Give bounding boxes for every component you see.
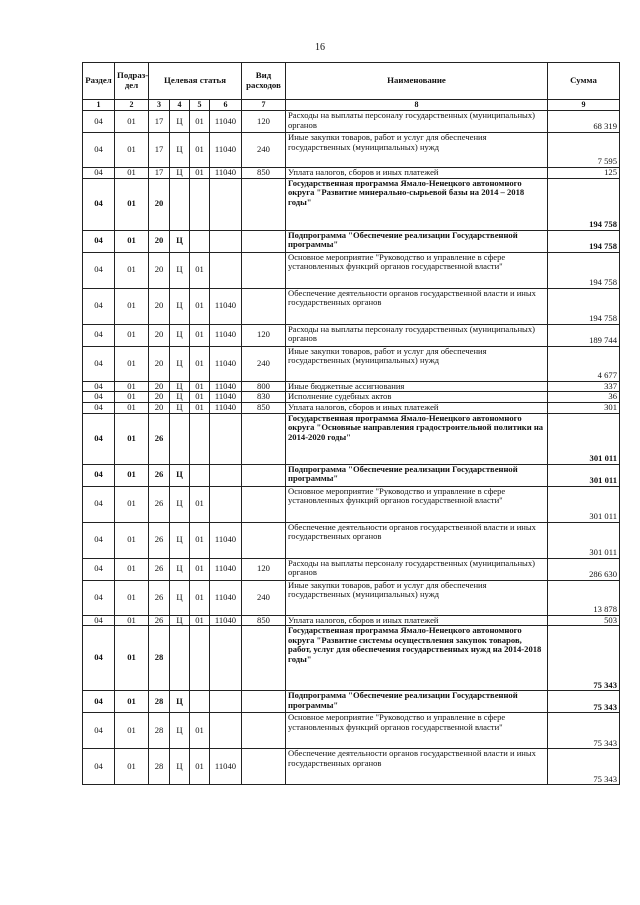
cell-razdel: 04 [83, 580, 115, 615]
cell-subprogram-code: Ц [170, 522, 190, 558]
cell-summa: 75 343 [548, 713, 620, 749]
cell-naimenovanie: Уплата налогов, сборов и иных платежей [286, 402, 548, 413]
cell-razdel: 04 [83, 346, 115, 381]
cell-direction-code: 11040 [210, 346, 242, 381]
cell-event-code: 01 [190, 749, 210, 785]
cell-subprogram-code: Ц [170, 324, 190, 346]
cell-program-code: 26 [149, 615, 170, 626]
table-row [83, 230, 620, 252]
table-row [83, 691, 620, 713]
cell-program-code: 26 [149, 558, 170, 580]
cell-event-code: 01 [190, 381, 210, 392]
cell-vid-raskhodov: 240 [242, 346, 286, 381]
cell-vid-raskhodov [242, 691, 286, 713]
cell-naimenovanie: Иные закупки товаров, работ и услуг для обеспечения государственных (муниципальных) нужд [286, 346, 548, 381]
table-row [83, 558, 620, 580]
cell-event-code: 01 [190, 111, 210, 133]
cell-razdel: 04 [83, 252, 115, 288]
cell-vid-raskhodov [242, 713, 286, 749]
cell-summa: 194 758 [548, 252, 620, 288]
cell-podrazdel: 01 [115, 178, 149, 230]
cell-razdel: 04 [83, 615, 115, 626]
cell-summa: 337 [548, 381, 620, 392]
cell-vid-raskhodov: 830 [242, 392, 286, 403]
cell-program-code: 26 [149, 413, 170, 464]
cell-podrazdel: 01 [115, 252, 149, 288]
column-number: 4 [170, 100, 190, 111]
cell-vid-raskhodov [242, 288, 286, 324]
cell-subprogram-code: Ц [170, 402, 190, 413]
column-number: 3 [149, 100, 170, 111]
cell-event-code [190, 464, 210, 486]
cell-vid-raskhodov [242, 178, 286, 230]
cell-program-code: 17 [149, 168, 170, 179]
cell-event-code [190, 626, 210, 691]
cell-summa: 7 595 [548, 133, 620, 168]
cell-subprogram-code: Ц [170, 749, 190, 785]
table-row [83, 464, 620, 486]
cell-direction-code [210, 230, 242, 252]
table-row [83, 168, 620, 179]
cell-event-code: 01 [190, 324, 210, 346]
cell-direction-code [210, 486, 242, 522]
cell-podrazdel: 01 [115, 111, 149, 133]
cell-razdel: 04 [83, 168, 115, 179]
cell-summa: 194 758 [548, 178, 620, 230]
cell-direction-code: 11040 [210, 402, 242, 413]
cell-razdel: 04 [83, 626, 115, 691]
cell-naimenovanie: Подпрограмма "Обеспечение реализации Государственной программы" [286, 464, 548, 486]
column-number: 5 [190, 100, 210, 111]
page-number: 16 [315, 42, 325, 53]
cell-podrazdel: 01 [115, 713, 149, 749]
cell-summa: 503 [548, 615, 620, 626]
cell-vid-raskhodov: 120 [242, 558, 286, 580]
table-row [83, 626, 620, 691]
cell-podrazdel: 01 [115, 392, 149, 403]
cell-summa: 68 319 [548, 111, 620, 133]
cell-naimenovanie: Государственная программа Ямало-Ненецкого автономного округа "Развитие системы осуществления закупок товаров, работ, услуг для обеспечения государственных нужд на 2014-2018 годы" [286, 626, 548, 691]
cell-subprogram-code: Ц [170, 288, 190, 324]
cell-razdel: 04 [83, 402, 115, 413]
cell-event-code [190, 413, 210, 464]
cell-razdel: 04 [83, 486, 115, 522]
cell-summa: 301 [548, 402, 620, 413]
header-razdel: Раздел [83, 63, 115, 100]
cell-event-code: 01 [190, 615, 210, 626]
table-row [83, 381, 620, 392]
column-number: 8 [286, 100, 548, 111]
cell-subprogram-code [170, 626, 190, 691]
cell-naimenovanie: Расходы на выплаты персоналу государственных (муниципальных) органов [286, 324, 548, 346]
cell-vid-raskhodov: 240 [242, 580, 286, 615]
cell-podrazdel: 01 [115, 133, 149, 168]
cell-naimenovanie: Подпрограмма "Обеспечение реализации Государственной программы" [286, 691, 548, 713]
table-body [83, 111, 620, 785]
table-row [83, 111, 620, 133]
cell-event-code: 01 [190, 522, 210, 558]
table-row [83, 522, 620, 558]
cell-razdel: 04 [83, 133, 115, 168]
cell-direction-code: 11040 [210, 168, 242, 179]
cell-subprogram-code: Ц [170, 713, 190, 749]
cell-program-code: 20 [149, 381, 170, 392]
cell-subprogram-code: Ц [170, 230, 190, 252]
cell-event-code [190, 178, 210, 230]
cell-subprogram-code: Ц [170, 486, 190, 522]
cell-razdel: 04 [83, 381, 115, 392]
cell-razdel: 04 [83, 464, 115, 486]
cell-direction-code: 11040 [210, 288, 242, 324]
cell-subprogram-code: Ц [170, 580, 190, 615]
cell-naimenovanie: Расходы на выплаты персоналу государственных (муниципальных) органов [286, 111, 548, 133]
cell-direction-code [210, 252, 242, 288]
cell-event-code: 01 [190, 558, 210, 580]
header-celevaya-statya: Целевая статья [149, 63, 242, 100]
cell-vid-raskhodov: 850 [242, 615, 286, 626]
cell-vid-raskhodov [242, 486, 286, 522]
table-row [83, 252, 620, 288]
cell-naimenovanie: Обеспечение деятельности органов государственной власти и иных государственных органов [286, 522, 548, 558]
cell-razdel: 04 [83, 324, 115, 346]
cell-naimenovanie: Основное мероприятие "Руководство и управление в сфере установленных функций органов государственной власти" [286, 252, 548, 288]
cell-event-code: 01 [190, 713, 210, 749]
cell-subprogram-code: Ц [170, 392, 190, 403]
cell-razdel: 04 [83, 522, 115, 558]
cell-direction-code: 11040 [210, 522, 242, 558]
cell-direction-code: 11040 [210, 133, 242, 168]
cell-vid-raskhodov: 120 [242, 324, 286, 346]
cell-razdel: 04 [83, 392, 115, 403]
cell-summa: 75 343 [548, 749, 620, 785]
cell-direction-code: 11040 [210, 749, 242, 785]
cell-razdel: 04 [83, 558, 115, 580]
cell-naimenovanie: Иные бюджетные ассигнования [286, 381, 548, 392]
cell-program-code: 20 [149, 178, 170, 230]
column-number: 7 [242, 100, 286, 111]
cell-vid-raskhodov [242, 464, 286, 486]
cell-razdel: 04 [83, 178, 115, 230]
cell-vid-raskhodov: 120 [242, 111, 286, 133]
cell-podrazdel: 01 [115, 288, 149, 324]
cell-subprogram-code [170, 413, 190, 464]
cell-event-code [190, 230, 210, 252]
cell-direction-code [210, 413, 242, 464]
cell-event-code: 01 [190, 288, 210, 324]
cell-summa: 75 343 [548, 691, 620, 713]
header-vid-raskhodov: Вид расходов [242, 63, 286, 100]
table-row [83, 133, 620, 168]
cell-naimenovanie: Расходы на выплаты персоналу государственных (муниципальных) органов [286, 558, 548, 580]
table-row [83, 749, 620, 785]
cell-razdel: 04 [83, 111, 115, 133]
cell-podrazdel: 01 [115, 402, 149, 413]
cell-program-code: 26 [149, 522, 170, 558]
cell-vid-raskhodov [242, 413, 286, 464]
column-number: 1 [83, 100, 115, 111]
cell-naimenovanie: Обеспечение деятельности органов государственной власти и иных государственных органов [286, 749, 548, 785]
cell-program-code: 17 [149, 133, 170, 168]
cell-summa: 75 343 [548, 626, 620, 691]
cell-event-code: 01 [190, 392, 210, 403]
column-number: 2 [115, 100, 149, 111]
header-summa: Сумма [548, 63, 620, 100]
column-number: 6 [210, 100, 242, 111]
cell-naimenovanie: Основное мероприятие "Руководство и управление в сфере установленных функций органов государственной власти" [286, 713, 548, 749]
cell-direction-code: 11040 [210, 324, 242, 346]
cell-event-code: 01 [190, 346, 210, 381]
cell-summa: 194 758 [548, 288, 620, 324]
cell-naimenovanie: Иные закупки товаров, работ и услуг для обеспечения государственных (муниципальных) нужд [286, 133, 548, 168]
cell-subprogram-code: Ц [170, 381, 190, 392]
cell-program-code: 20 [149, 392, 170, 403]
cell-program-code: 28 [149, 626, 170, 691]
table-row [83, 615, 620, 626]
cell-naimenovanie: Государственная программа Ямало-Ненецкого автономного округа "Основные направления градостроительной политики на 2014-2020 годы" [286, 413, 548, 464]
header-naimenovanie: Наименование [286, 63, 548, 100]
table-row [83, 178, 620, 230]
cell-summa: 4 677 [548, 346, 620, 381]
table-row [83, 413, 620, 464]
cell-summa: 286 630 [548, 558, 620, 580]
table-row [83, 486, 620, 522]
cell-subprogram-code: Ц [170, 558, 190, 580]
cell-podrazdel: 01 [115, 230, 149, 252]
cell-podrazdel: 01 [115, 749, 149, 785]
cell-podrazdel: 01 [115, 346, 149, 381]
table-row [83, 324, 620, 346]
cell-direction-code: 11040 [210, 580, 242, 615]
cell-podrazdel: 01 [115, 691, 149, 713]
cell-event-code: 01 [190, 133, 210, 168]
cell-podrazdel: 01 [115, 580, 149, 615]
cell-event-code: 01 [190, 402, 210, 413]
cell-program-code: 17 [149, 111, 170, 133]
cell-program-code: 28 [149, 749, 170, 785]
cell-subprogram-code: Ц [170, 111, 190, 133]
header-row [83, 63, 620, 100]
cell-program-code: 20 [149, 346, 170, 381]
cell-direction-code [210, 178, 242, 230]
table-row [83, 713, 620, 749]
cell-podrazdel: 01 [115, 324, 149, 346]
cell-program-code: 20 [149, 324, 170, 346]
cell-podrazdel: 01 [115, 626, 149, 691]
cell-podrazdel: 01 [115, 464, 149, 486]
cell-program-code: 20 [149, 230, 170, 252]
cell-subprogram-code: Ц [170, 252, 190, 288]
cell-direction-code: 11040 [210, 381, 242, 392]
cell-podrazdel: 01 [115, 486, 149, 522]
cell-summa: 301 011 [548, 486, 620, 522]
cell-summa: 301 011 [548, 522, 620, 558]
cell-program-code: 20 [149, 288, 170, 324]
cell-summa: 301 011 [548, 413, 620, 464]
cell-vid-raskhodov [242, 522, 286, 558]
cell-subprogram-code: Ц [170, 691, 190, 713]
cell-direction-code: 11040 [210, 392, 242, 403]
cell-podrazdel: 01 [115, 413, 149, 464]
cell-direction-code: 11040 [210, 615, 242, 626]
table-row [83, 392, 620, 403]
cell-naimenovanie: Уплата налогов, сборов и иных платежей [286, 615, 548, 626]
cell-summa: 189 744 [548, 324, 620, 346]
cell-subprogram-code: Ц [170, 615, 190, 626]
table-row [83, 580, 620, 615]
cell-naimenovanie: Уплата налогов, сборов и иных платежей [286, 168, 548, 179]
cell-vid-raskhodov: 800 [242, 381, 286, 392]
cell-vid-raskhodov [242, 230, 286, 252]
cell-event-code [190, 691, 210, 713]
cell-event-code: 01 [190, 168, 210, 179]
cell-event-code: 01 [190, 580, 210, 615]
cell-naimenovanie: Государственная программа Ямало-Ненецкого автономного округа "Развитие минерально-сырьевой базы на 2014 – 2018 годы" [286, 178, 548, 230]
cell-program-code: 26 [149, 464, 170, 486]
column-number: 9 [548, 100, 620, 111]
cell-vid-raskhodov [242, 626, 286, 691]
header-podrazdel: Подраз-дел [115, 63, 149, 100]
cell-direction-code [210, 713, 242, 749]
cell-vid-raskhodov: 240 [242, 133, 286, 168]
cell-direction-code [210, 691, 242, 713]
cell-subprogram-code: Ц [170, 464, 190, 486]
cell-razdel: 04 [83, 288, 115, 324]
cell-razdel: 04 [83, 691, 115, 713]
cell-naimenovanie: Исполнение судебных актов [286, 392, 548, 403]
budget-table [82, 62, 620, 785]
cell-naimenovanie: Иные закупки товаров, работ и услуг для обеспечения государственных (муниципальных) нужд [286, 580, 548, 615]
cell-razdel: 04 [83, 749, 115, 785]
cell-naimenovanie: Подпрограмма "Обеспечение реализации Государственной программы" [286, 230, 548, 252]
cell-summa: 194 758 [548, 230, 620, 252]
cell-program-code: 20 [149, 252, 170, 288]
cell-vid-raskhodov [242, 252, 286, 288]
cell-summa: 36 [548, 392, 620, 403]
cell-direction-code [210, 464, 242, 486]
cell-vid-raskhodov: 850 [242, 168, 286, 179]
cell-razdel: 04 [83, 713, 115, 749]
cell-program-code: 28 [149, 713, 170, 749]
cell-direction-code: 11040 [210, 558, 242, 580]
cell-subprogram-code: Ц [170, 168, 190, 179]
cell-vid-raskhodov [242, 749, 286, 785]
cell-naimenovanie: Основное мероприятие "Руководство и управление в сфере установленных функций органов государственной власти" [286, 486, 548, 522]
cell-subprogram-code [170, 178, 190, 230]
cell-event-code: 01 [190, 252, 210, 288]
cell-podrazdel: 01 [115, 615, 149, 626]
cell-event-code: 01 [190, 486, 210, 522]
cell-direction-code [210, 626, 242, 691]
table-row [83, 402, 620, 413]
cell-razdel: 04 [83, 413, 115, 464]
cell-program-code: 20 [149, 402, 170, 413]
cell-program-code: 28 [149, 691, 170, 713]
cell-podrazdel: 01 [115, 168, 149, 179]
cell-razdel: 04 [83, 230, 115, 252]
cell-summa: 13 878 [548, 580, 620, 615]
table-row [83, 346, 620, 381]
cell-podrazdel: 01 [115, 522, 149, 558]
cell-summa: 125 [548, 168, 620, 179]
cell-direction-code: 11040 [210, 111, 242, 133]
cell-summa: 301 011 [548, 464, 620, 486]
cell-program-code: 26 [149, 580, 170, 615]
cell-program-code: 26 [149, 486, 170, 522]
table-row [83, 288, 620, 324]
cell-podrazdel: 01 [115, 381, 149, 392]
cell-subprogram-code: Ц [170, 346, 190, 381]
cell-podrazdel: 01 [115, 558, 149, 580]
cell-vid-raskhodov: 850 [242, 402, 286, 413]
column-number-row [83, 100, 620, 111]
cell-naimenovanie: Обеспечение деятельности органов государственной власти и иных государственных органов [286, 288, 548, 324]
cell-subprogram-code: Ц [170, 133, 190, 168]
